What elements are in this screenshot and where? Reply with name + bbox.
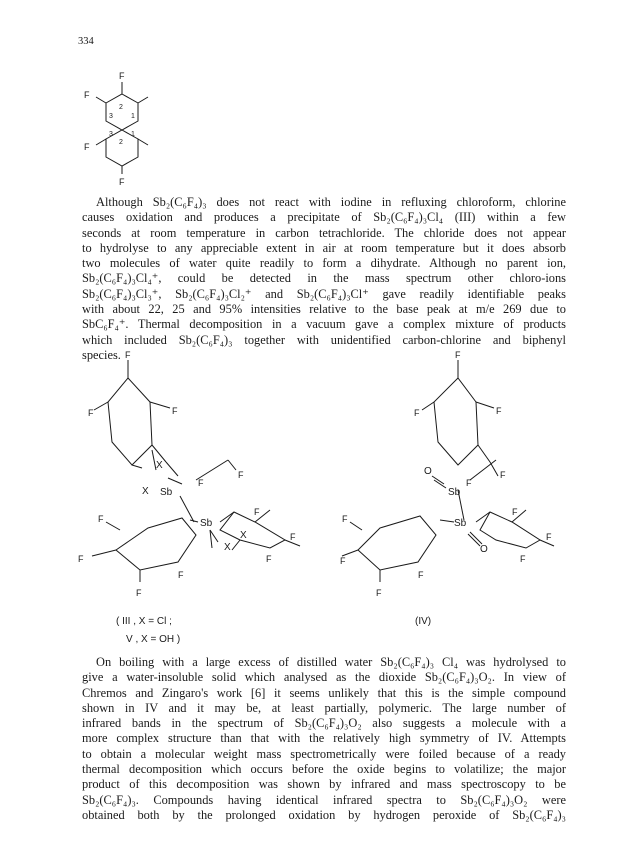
text-line: SbC₆F₄⁺. Thermal decomposition in a vacuum gave a complex mixture of products: [82, 317, 566, 332]
atom-label: F: [254, 507, 260, 517]
ring-f-bottom: F: [119, 177, 125, 187]
paragraph-2: [82, 655, 566, 823]
atom-label: F: [512, 507, 518, 517]
atom-label: F: [376, 588, 382, 598]
page-number: 334: [78, 36, 94, 47]
atom-label: X: [156, 460, 163, 471]
text-line: with about 22, 25 and 95% intensities relative to the base peak at m/e 269 due to: [82, 302, 566, 317]
atom-label: F: [78, 554, 84, 564]
atom-label: F: [496, 406, 502, 416]
atom-label: Sb: [160, 487, 173, 498]
ring-f-top: F: [119, 71, 125, 81]
text-line: seconds at room temperature in carbon tetrachloride. The chloride does not appear: [82, 225, 566, 240]
structure-iv: [340, 350, 570, 605]
atom-label: X: [142, 486, 149, 497]
atom-label: Sb: [448, 487, 461, 498]
atom-label: F: [546, 532, 552, 542]
atom-label: F: [500, 470, 506, 480]
ring-num: 2: [119, 139, 123, 146]
text-line: Sb₂(C₆F₄)₃Cl₃⁺, Sb₂(C₆F₄)₃Cl₂⁺ and Sb₂(C₆F₄)₃Cl⁺ gave readily identifiable peaks: [82, 286, 566, 301]
atom-label: F: [98, 514, 104, 524]
atom-label: F: [418, 570, 424, 580]
atom-label: F: [290, 532, 296, 542]
atom-label: F: [266, 554, 272, 564]
text-line: which included Sb₂(C₆F₄)₃ together with unidentified carbon-chlorine and biphenyl: [82, 332, 566, 347]
atom-label: F: [178, 570, 184, 580]
ring-num: 2: [119, 104, 123, 111]
atom-label: F: [466, 478, 472, 488]
text-line: Sb₂(C₆F₄)₃. Compounds having identical infrared spectra to Sb₂(C₆F₄)₃O₂ were: [82, 792, 566, 807]
text-line: product of this decomposition was shown by infrared and mass spectroscopy to be: [82, 777, 566, 792]
text-line: thermal decomposition which occurs before the oxide begins to volatilize; the major: [82, 762, 566, 777]
atom-label: F: [340, 556, 346, 566]
text-line: Sb₂(C₆F₄)₃Cl₄⁺, could be detected in the mass spectrum other chloro-ions: [82, 271, 566, 286]
text-line: species.: [82, 347, 121, 362]
atom-label: F: [125, 350, 131, 360]
caption-v: V , X = OH ): [126, 634, 181, 645]
atom-label: F: [136, 588, 142, 598]
text-line: shown in IV and it may be, at least partially, polymeric. The large number of: [82, 700, 566, 715]
structure-iii-v: [70, 350, 320, 605]
text-line: Chremos and Zingaro's work [6] it seems unlikely that this is the simple compound: [82, 685, 566, 700]
atom-label: X: [240, 530, 247, 541]
caption-iii: ( III , X = Cl ;: [116, 616, 172, 627]
text-line: On boiling with a large excess of distilled water Sb₂(C₆F₄)₃ Cl₄ was hydrolysed to: [96, 655, 566, 669]
ring-num: 3: [109, 113, 113, 120]
text-line: to obtain a molecular weight mass spectrometrically were foiled because of a ready: [82, 746, 566, 761]
text-line: give a water-insoluble solid which analysed as the dioxide Sb₂(C₆F₄)₃O₂. In view of: [82, 670, 566, 685]
atom-label: F: [520, 554, 526, 564]
text-line: to hydrolyse to any appreciable extent in air at room temperature but it does absorb: [82, 240, 566, 255]
text-line: infrared bands in the spectrum of Sb₂(C₆F₄)₃O₂ also suggests a molecule with a: [82, 716, 566, 731]
atom-label: Sb: [454, 518, 467, 529]
atom-label: F: [238, 470, 244, 480]
text-line: two molecules of water quite readily to form a dihydrate. Although no parent ion,: [82, 256, 566, 271]
text-line: causes oxidation and produces a precipitate of Sb₂(C₆F₄)₃Cl₄ (III) within a few: [82, 210, 566, 225]
ring-num: 3: [109, 131, 113, 138]
atom-label: F: [414, 408, 420, 418]
atom-label: F: [455, 350, 461, 360]
atom-label: F: [172, 406, 178, 416]
ring-f-upper-left: F: [84, 90, 90, 100]
caption-iv: (IV): [415, 616, 432, 627]
atom-label: F: [342, 514, 348, 524]
ring-diagram: [78, 70, 168, 187]
atom-label: F: [88, 408, 94, 418]
atom-label: O: [480, 544, 488, 555]
ring-num: 1: [131, 131, 135, 138]
atom-label: Sb: [200, 518, 213, 529]
ring-num: 1: [131, 113, 135, 120]
atom-label: O: [424, 466, 432, 477]
text-line: Although Sb₂(C₆F₄)₃ does not react with iodine in refluxing chloroform, chlorine: [96, 195, 566, 209]
ring-f-lower-left: F: [84, 142, 90, 152]
text-line: obtained both by the prolonged oxidation by hydrogen peroxide of Sb₂(C₆F₄)₃: [82, 807, 566, 822]
atom-label: F: [198, 478, 204, 488]
text-line: more complex structure than that with the relatively high symmetry of IV. Attempts: [82, 731, 566, 746]
atom-label: X: [224, 542, 231, 553]
paragraph-1: [82, 195, 566, 363]
